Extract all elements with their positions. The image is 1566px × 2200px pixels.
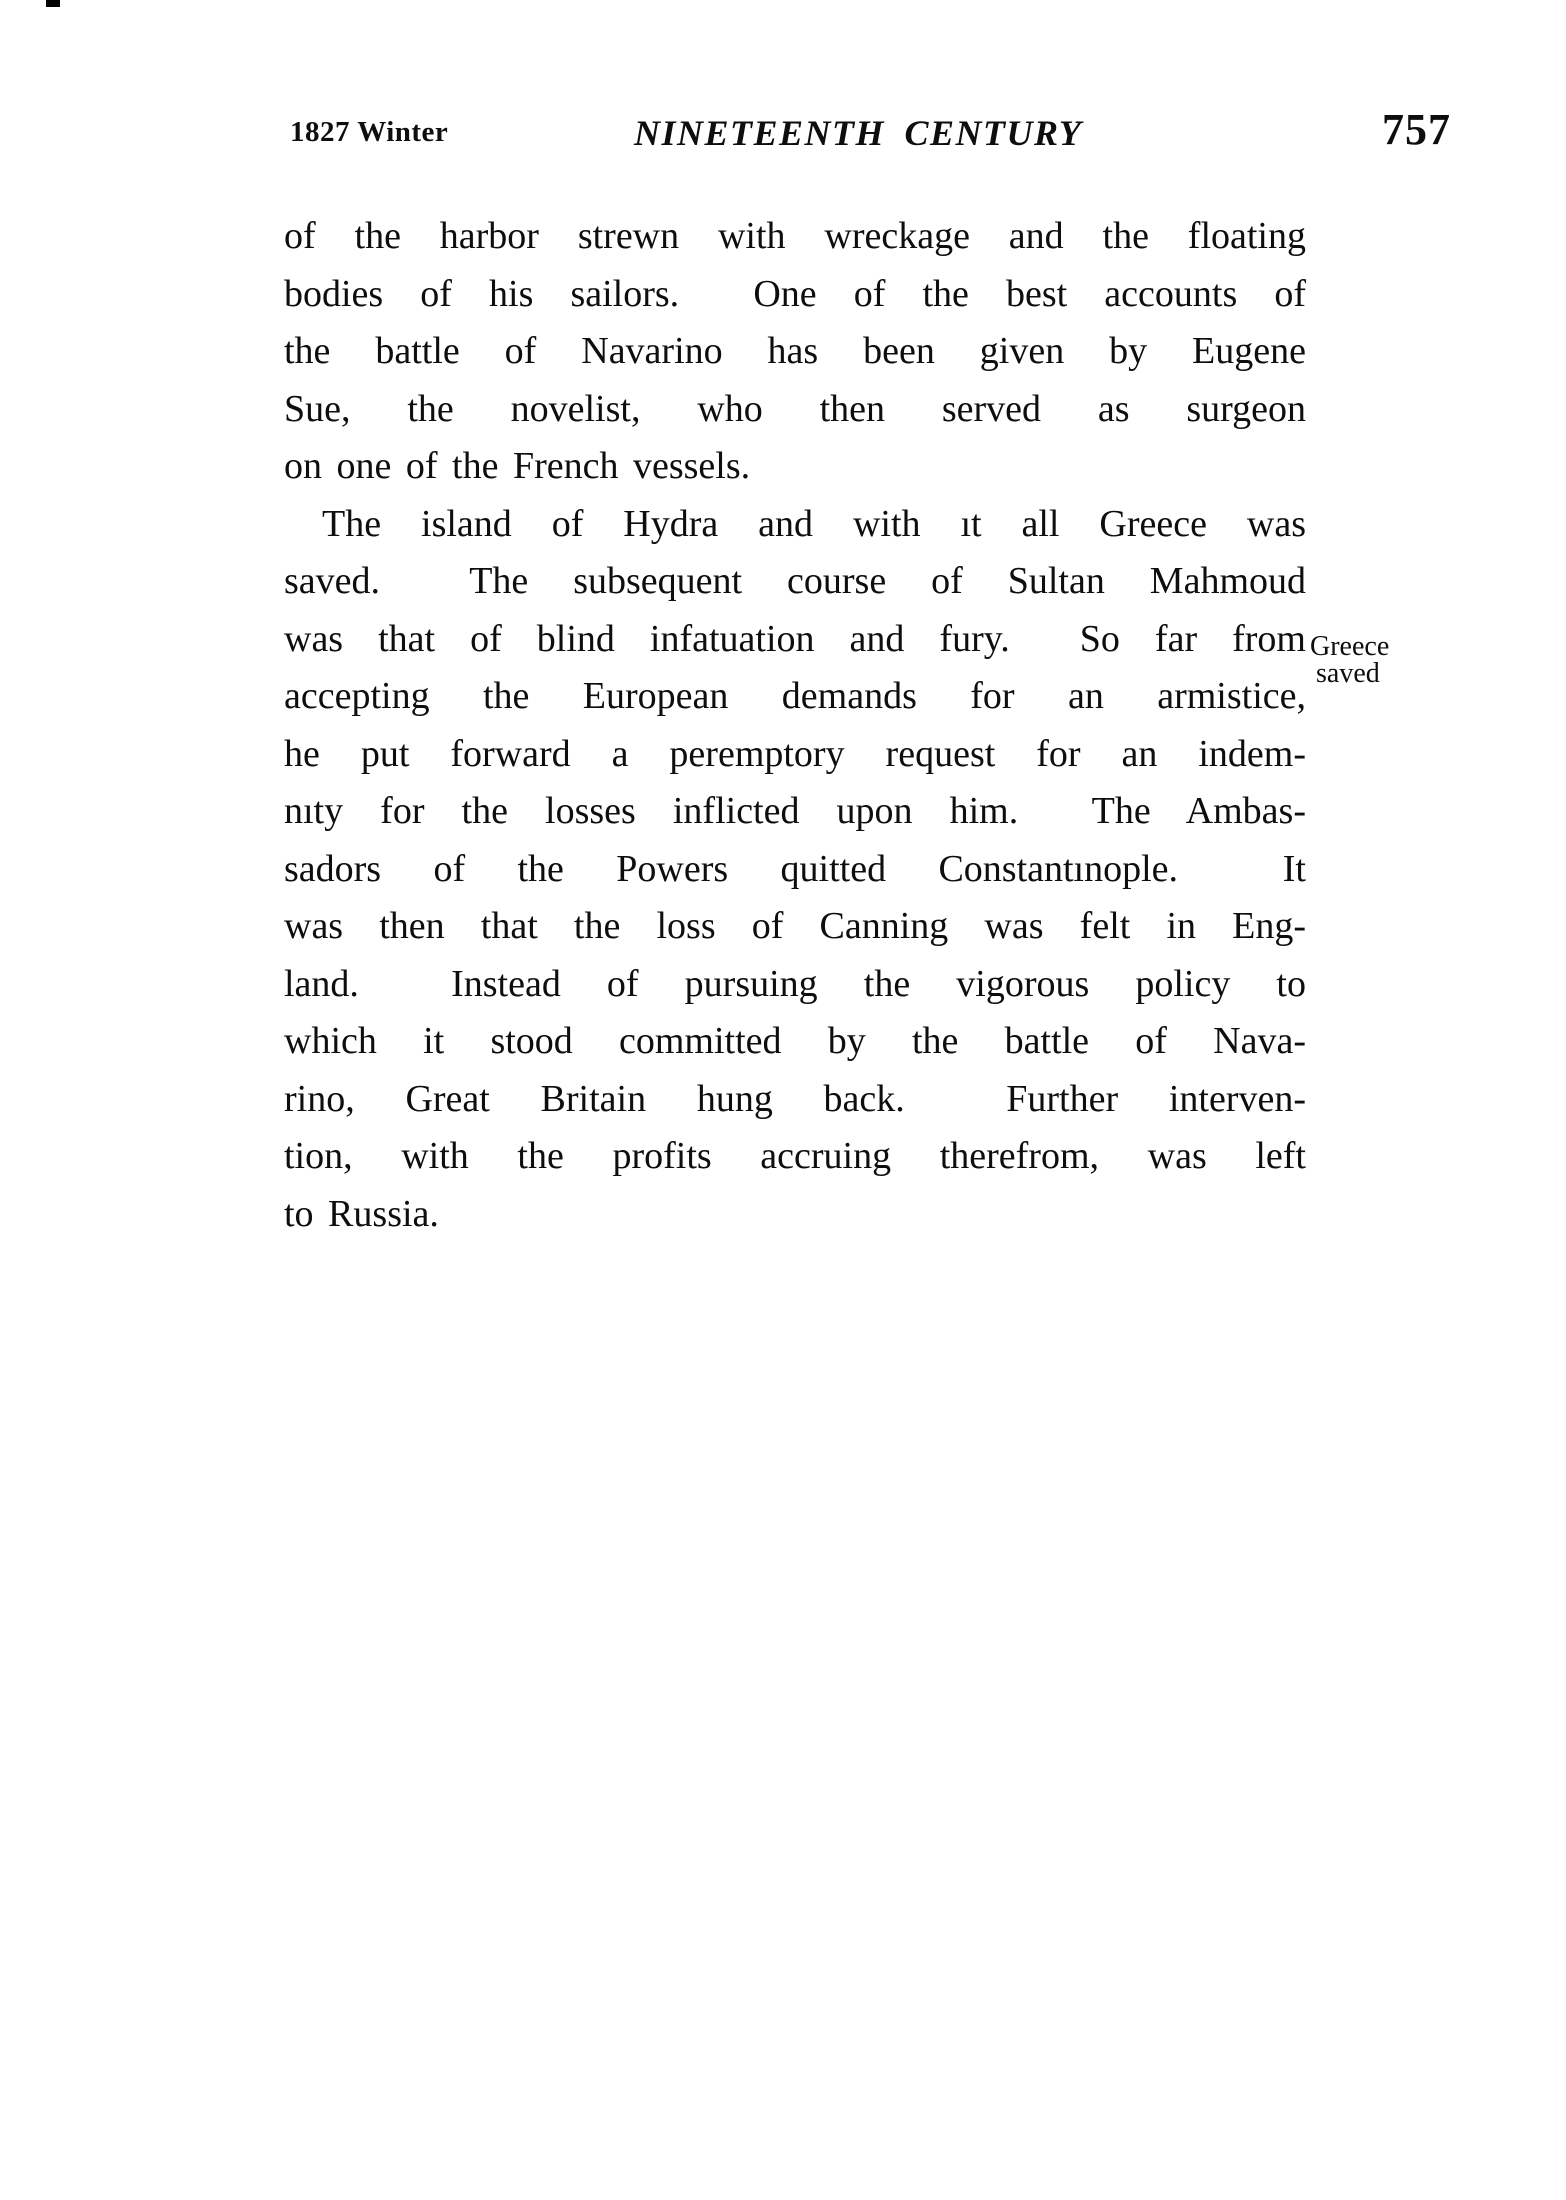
running-title: NINETEENTH CENTURY	[634, 113, 1083, 153]
text-line: bodies of his sailors. One of the best accounts of	[284, 272, 1306, 315]
text-line: The island of Hydra and with ıt all Greece was	[322, 502, 1306, 545]
margin-note	[1310, 633, 1389, 687]
text-line: was that of blind infatuation and fury. So far from	[284, 617, 1306, 660]
scan-artifact-mark	[46, 0, 60, 7]
text-line: rino, Great Britain hung back. Further interven-	[284, 1077, 1306, 1120]
text-line: the battle of Navarino has been given by Eugene	[284, 330, 1306, 372]
text-line: which it stood committed by the battle of Nava-	[284, 1020, 1306, 1062]
margin-note-line: Greece	[1310, 631, 1390, 662]
text-line: was then that the loss of Canning was felt in Eng-	[284, 905, 1306, 947]
margin-note-line: saved	[1316, 658, 1380, 689]
body-text	[284, 208, 1306, 1243]
text-line: accepting the European demands for an armistice,	[284, 675, 1306, 717]
header-edition-label: 1827 Winter	[290, 116, 449, 148]
text-line: of the harbor strewn with wreckage and the floating	[284, 215, 1306, 257]
text-line: Sue, the novelist, who then served as surgeon	[284, 387, 1306, 430]
text-line: on one of the French vessels.	[284, 445, 751, 487]
text-line: he put forward a peremptory request for an indem-	[284, 732, 1306, 775]
page-number: 757	[1382, 105, 1451, 154]
text-line: tion, with the profits accruing therefrom, was left	[284, 1135, 1306, 1177]
text-line: land. Instead of pursuing the vigorous policy to	[284, 962, 1306, 1005]
text-line: saved. The subsequent course of Sultan Mahmoud	[284, 560, 1306, 602]
text-line: sadors of the Powers quitted Constantınople. It	[284, 847, 1306, 890]
text-line: to Russia.	[284, 1192, 439, 1235]
text-line: nıty for the losses inflicted upon him. The Ambas-	[284, 790, 1306, 832]
